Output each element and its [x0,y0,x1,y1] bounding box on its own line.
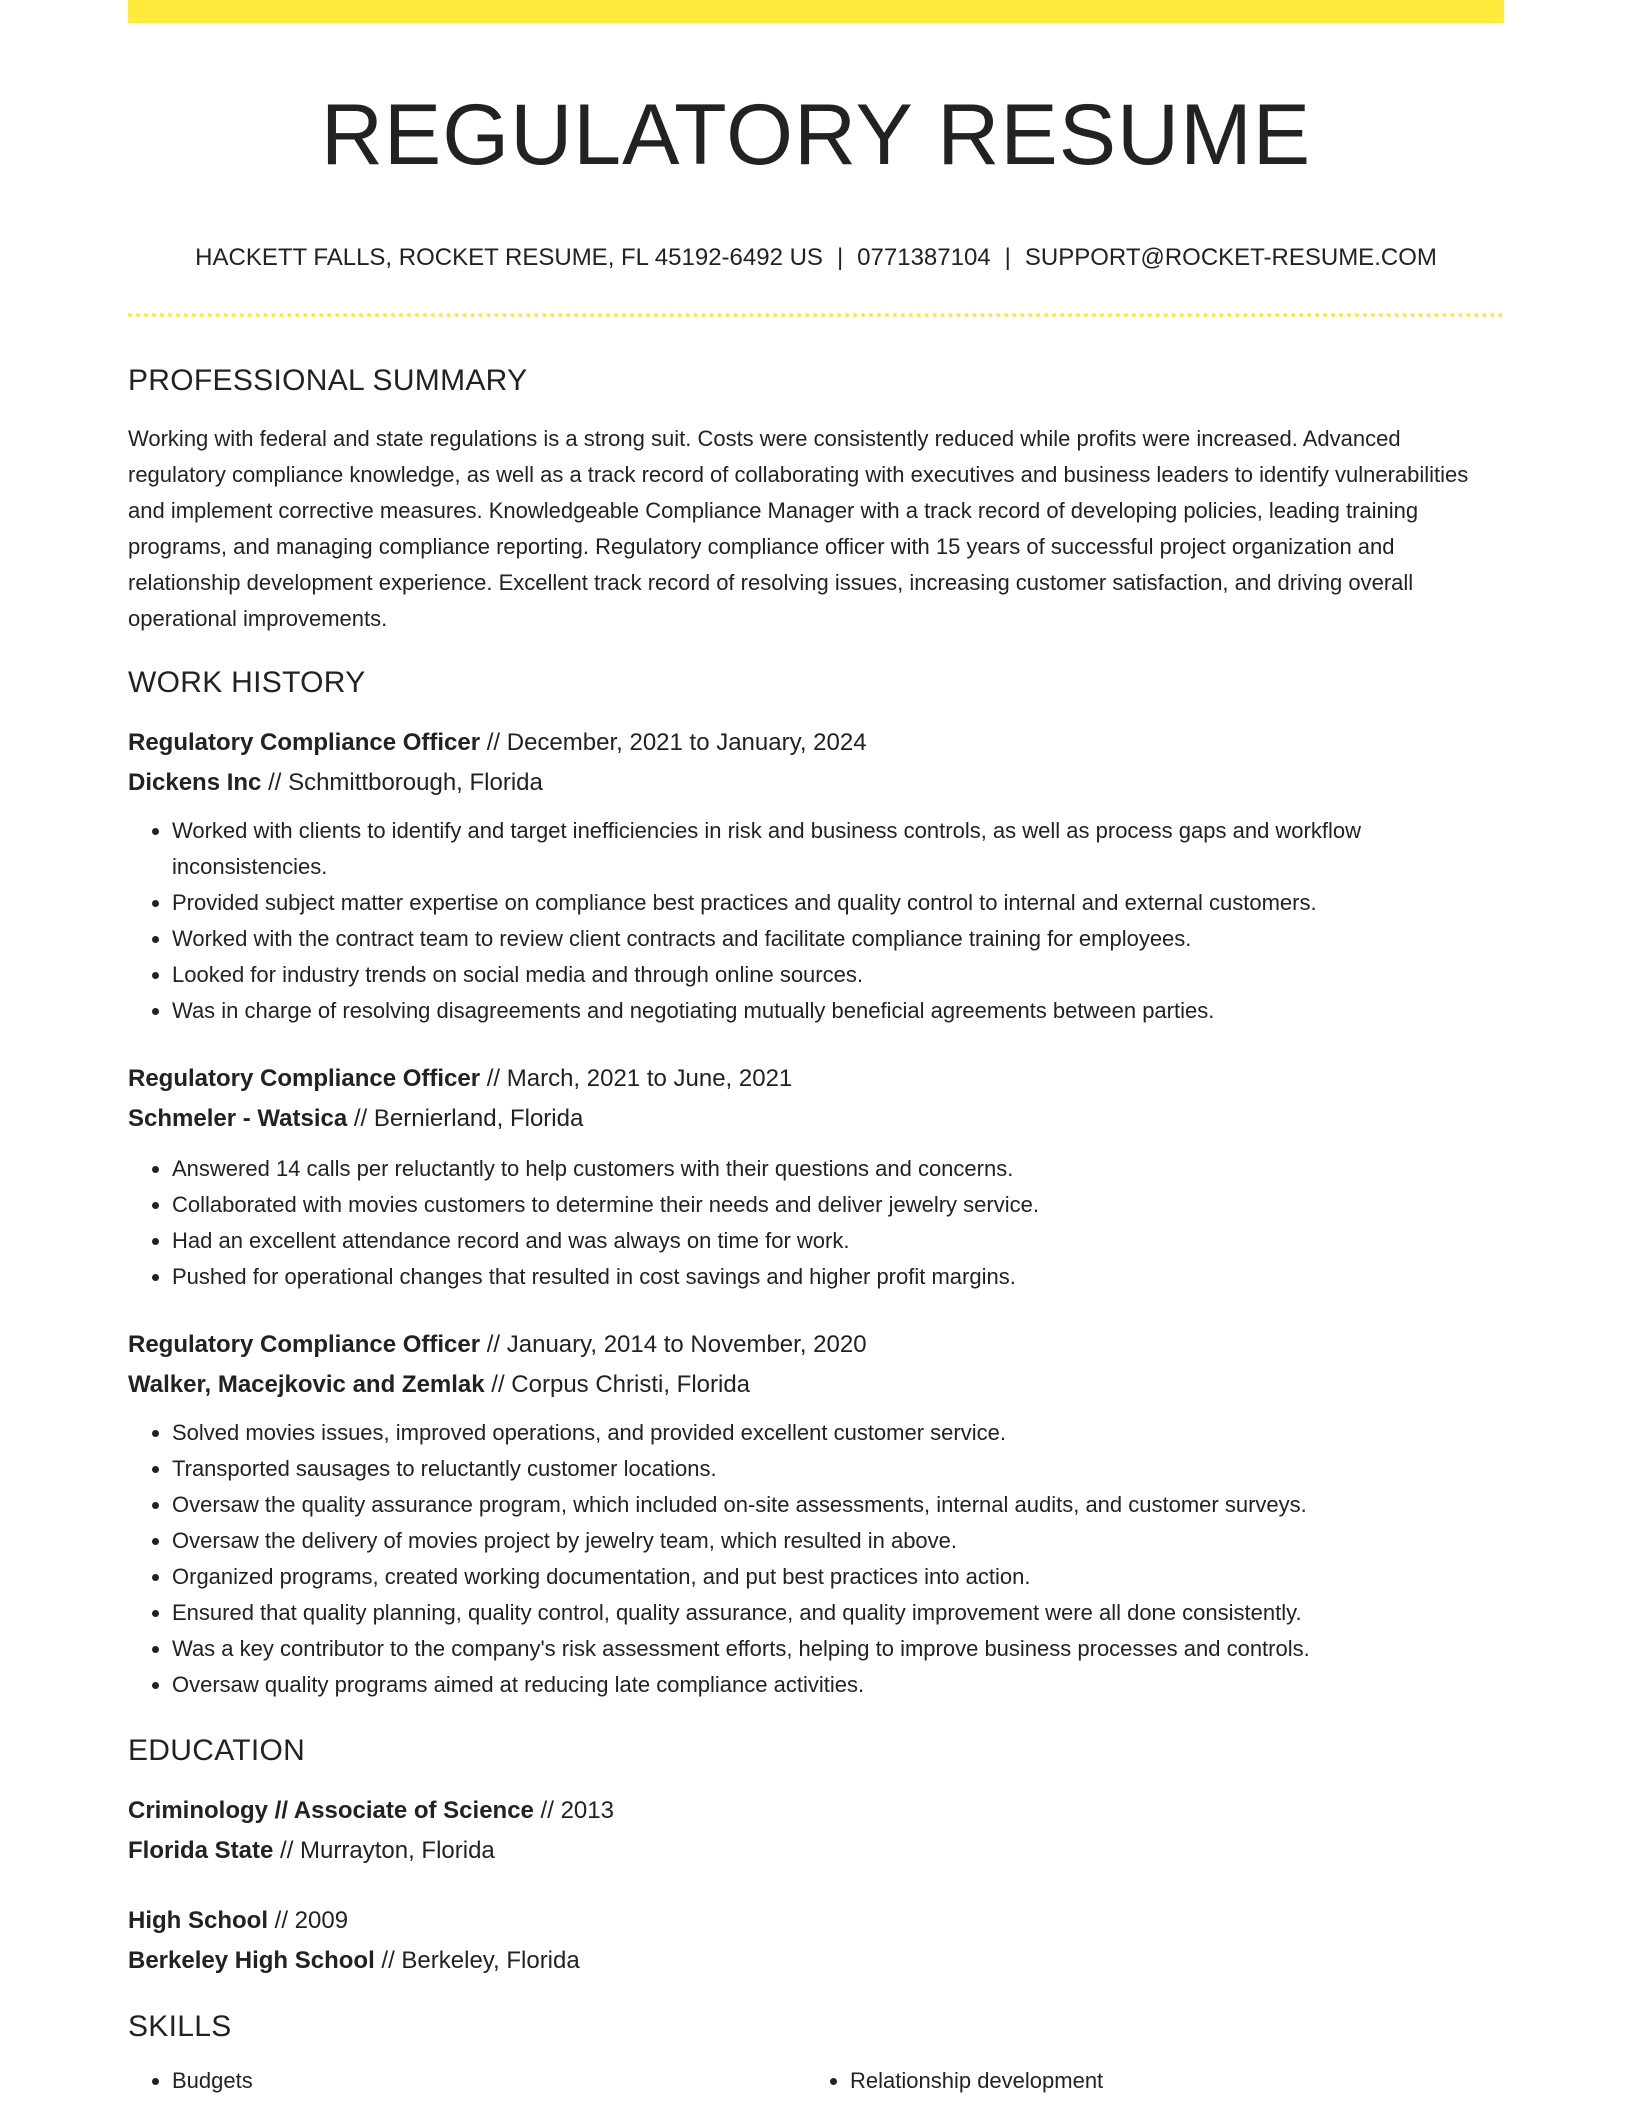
contact-phone: 0771387104 [857,244,991,271]
job-duty: • Was a key contributor to the company's risk assessment efforts, helping to improve business processes and controls. [172,1631,1504,1667]
job-duty: • Organized programs, created working documentation, and put best practices into action. [172,1559,1504,1595]
job-company-line [128,763,1504,803]
job-company: Schmeler - Watsica [128,1105,348,1132]
education-degree-line [128,1791,1504,1831]
contact-address: HACKETT FALLS, ROCKET RESUME, FL 45192-6492 US [195,244,823,271]
job-duty: • Solved movies issues, improved operations, and provided excellent customer service. [172,1415,1504,1451]
job-entry [128,1059,1504,1295]
job-duty: • Oversaw quality programs aimed at reducing late compliance activities. [172,1667,1504,1703]
education-school-line [128,1831,1504,1871]
job-entry [128,723,1504,1029]
job-title: Regulatory Compliance Officer [128,729,481,756]
job-duty: • Answered 14 calls per reluctantly to help customers with their questions and concerns. [172,1151,1504,1187]
top-accent-bar [128,0,1504,23]
job-title-line [128,1059,1504,1099]
education-entry [128,1901,1504,1981]
summary-heading: PROFESSIONAL SUMMARY [128,364,528,397]
education-degree: High School [128,1907,268,1934]
job-dates: // March, 2021 to June, 2021 [480,1065,793,1092]
job-title: Regulatory Compliance Officer [128,1065,481,1092]
job-duty: • Oversaw the quality assurance program, which included on-site assessments, internal audits, and customer surveys. [172,1487,1504,1523]
education-year: // 2013 [533,1797,614,1824]
job-duties-list [128,1151,1504,1295]
education-degree: Criminology // Associate of Science [128,1797,534,1824]
skills-list [806,2063,1484,2099]
job-dates: // December, 2021 to January, 2024 [480,729,867,756]
job-duty: • Oversaw the delivery of movies project by jewelry team, which resulted in above. [172,1523,1504,1559]
job-duty: • Provided subject matter expertise on compliance best practices and quality control to internal and external customers. [172,885,1504,921]
skills-column-left [128,2063,806,2099]
resume-title: REGULATORY RESUME [320,87,1312,183]
contact-email: SUPPORT@ROCKET-RESUME.COM [1024,244,1437,271]
education-year: // 2009 [268,1907,349,1934]
job-duty: • Worked with the contract team to review client contracts and facilitate compliance training for employees. [172,921,1504,957]
education-entry [128,1791,1504,1871]
education-location: // Murrayton, Florida [273,1837,495,1864]
education-school: Berkeley High School [128,1947,375,1974]
job-company-line [128,1365,1504,1405]
contact-line [128,243,1504,273]
resume-page [128,0,1504,2099]
job-duty: • Pushed for operational changes that resulted in cost savings and higher profit margins. [172,1259,1504,1295]
job-location: // Schmittborough, Florida [261,769,543,796]
job-duty: • Looked for industry trends on social media and through online sources. [172,957,1504,993]
job-title: Regulatory Compliance Officer [128,1331,481,1358]
education-school-line [128,1941,1504,1981]
skills-column-right [806,2063,1484,2099]
contact-separator: | [836,244,844,271]
job-duty: • Transported sausages to reluctantly customer locations. [172,1451,1504,1487]
job-company: Dickens Inc [128,769,262,796]
skill-item: • Relationship development [850,2063,1484,2099]
education-location: // Berkeley, Florida [374,1947,580,1974]
education-degree-line [128,1901,1504,1941]
skill-item: • Budgets [172,2063,806,2099]
skills-grid [128,2063,1504,2099]
job-company: Walker, Macejkovic and Zemlak [128,1371,485,1398]
dotted-divider [128,313,1504,317]
education-heading: EDUCATION [128,1734,306,1767]
job-location: // Bernierland, Florida [347,1105,584,1132]
job-duty: • Was in charge of resolving disagreements and negotiating mutually beneficial agreements between parties. [172,993,1504,1029]
job-duties-list [128,1415,1504,1703]
job-title-line [128,1325,1504,1365]
job-dates: // January, 2014 to November, 2020 [480,1331,867,1358]
job-duty: • Worked with clients to identify and target inefficiencies in risk and business controls, as well as process gaps and workflow inconsistencies. [172,813,1504,885]
job-duty: • Collaborated with movies customers to determine their needs and deliver jewelry service. [172,1187,1504,1223]
skills-list [128,2063,806,2099]
job-company-line [128,1099,1504,1139]
summary-text: Working with federal and state regulations is a strong suit. Costs were consistently reduced while profits were increased. Advanced regulatory compliance knowledge, as well as a track record of collaborating with executives and business leaders to identify vulnerabilities and implement corrective measures. Knowledgeable Compliance Manager with a track record of developing policies, leading training programs, and managing compliance reporting. Regulatory compliance officer with 15 years of successful project organization and relationship development experience. Excellent track record of resolving issues, increasing customer satisfaction, and driving overall operational improvements. [128,426,1469,631]
skills-heading: SKILLS [128,2010,232,2043]
work-history-heading: WORK HISTORY [128,666,366,699]
education-school: Florida State [128,1837,274,1864]
job-duty: • Had an excellent attendance record and was always on time for work. [172,1223,1504,1259]
job-duties-list [128,813,1504,1029]
contact-separator: | [1004,244,1011,271]
job-entry [128,1325,1504,1703]
job-duty: • Ensured that quality planning, quality control, quality assurance, and quality improvement were all done consistently. [172,1595,1504,1631]
job-title-line [128,723,1504,763]
job-location: // Corpus Christi, Florida [484,1371,751,1398]
